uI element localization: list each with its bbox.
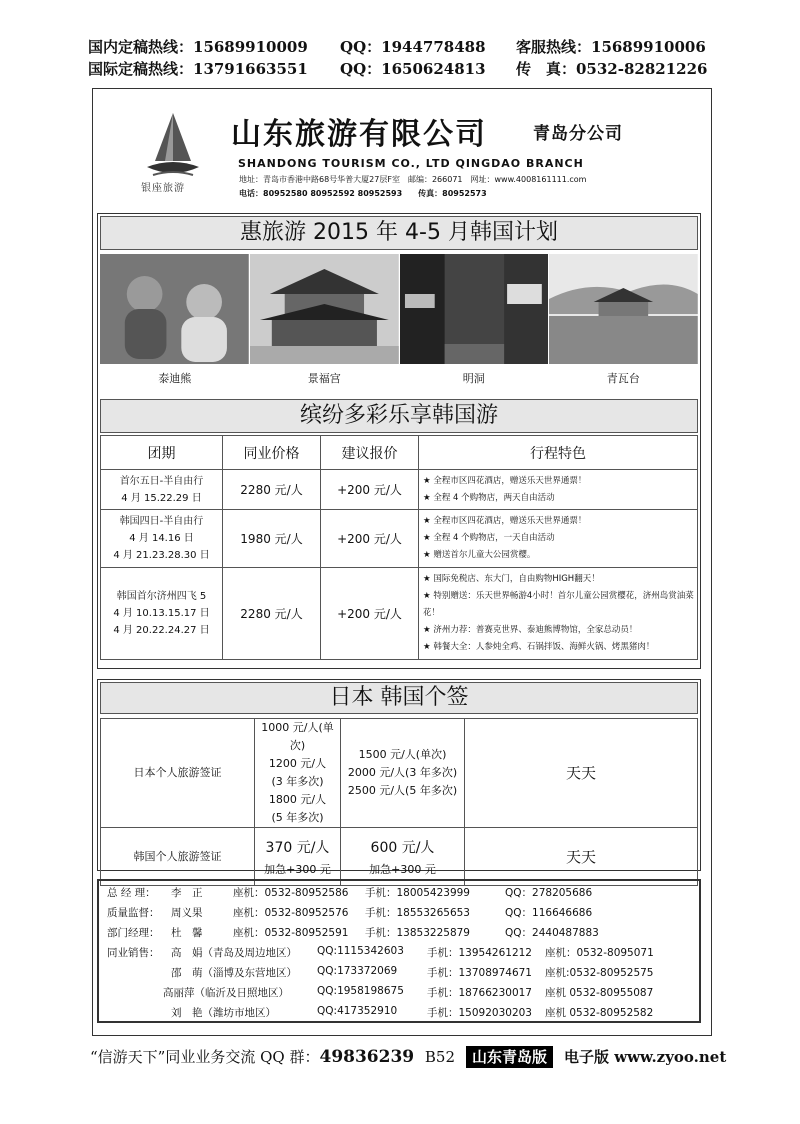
visa-price-line: 2500 元/人(5 年多次) [347, 784, 458, 797]
domestic-qq: QQ：1944778488 [340, 38, 486, 56]
contact-qq: QQ：2440487883 [505, 927, 599, 939]
contact-qq: QQ:173372069 [317, 965, 398, 977]
visa-schedule-cell: 天天 [465, 828, 698, 886]
fax-line: 传 真：0532-82821226 [516, 60, 708, 78]
features-cell [419, 568, 698, 660]
caption-myeongdong: 明洞 [462, 372, 485, 385]
tour-date-cell [101, 470, 223, 510]
contact-mobile: 手机：15092030203 [427, 1007, 532, 1019]
contact-name: 高丽萍（临沂及日照地区） [163, 987, 289, 999]
tour-dates: 4 月 20.22.24.27 日 [113, 625, 210, 636]
korea-plan-panel [97, 213, 701, 669]
visa-price-line: 1500 元/人(单次) [358, 748, 447, 761]
contact-role: 同业销售： [107, 947, 160, 959]
tour-date-cell [101, 510, 223, 568]
hotline-block [88, 36, 728, 80]
contact-qq: QQ:1115342603 [317, 945, 404, 957]
contact-mobile: 手机：18553265653 [365, 907, 470, 919]
suggested-price-cell: +200 元/人 [321, 568, 419, 660]
visa-price-line: 加急+300 元 [369, 862, 436, 876]
company-branch: 青岛分公司 [533, 124, 623, 144]
feature-item: ★ 济州力荐：普赛克世界、泰迪熊博物馆，全家总动员！ [423, 625, 638, 635]
contact-landline: 座机：0532-80952591 [233, 927, 349, 939]
feature-item: ★ 全程 4 个购物店，两天自由活动 [423, 492, 555, 503]
visa-schedule-cell: 天天 [465, 719, 698, 828]
feature-item: ★ 全程市区四花酒店，赠送乐天世界通票！ [423, 475, 587, 486]
visa-name-cell: 日本个人旅游签证 [101, 719, 255, 828]
photo-teddy-bear [100, 254, 250, 364]
domestic-hotline: 国内定稿热线：15689910009 [88, 38, 308, 56]
visa-price-line: (3 年多次) [271, 775, 324, 788]
logo-text: 银座旅游 [141, 183, 185, 194]
contact-mobile: 手机：18766230017 [427, 987, 532, 999]
tour-price-table [100, 435, 698, 660]
visa-title: 日本 韩国个签 [100, 682, 698, 714]
photo-captions [100, 370, 698, 386]
contact-qq: QQ：278205686 [505, 887, 593, 899]
table-header-row [101, 436, 698, 470]
plan-subtitle: 缤纷多彩乐享韩国游 [100, 399, 698, 433]
visa-price-line: 370 元/人 [265, 839, 330, 856]
feature-item: ★ 全程市区四花酒店，赠送乐天世界通票！ [423, 516, 587, 526]
suggested-price-cell: +200 元/人 [321, 470, 419, 510]
visa-price1-cell [255, 828, 341, 886]
tour-dates: 4 月 14.16 日 [129, 533, 194, 544]
footer-qq-group [90, 1046, 455, 1067]
feature-item: ★ 韩餐大全：人参炖全鸡、石锅拌饭、海鲜火锅、烤黑猪肉！ [423, 642, 655, 652]
feature-item: ★ 赠送首尔儿童大公园赏樱。 [423, 550, 536, 560]
tour-name: 韩国首尔济州四飞 5 [116, 591, 207, 602]
visa-price-line: (5 年多次) [271, 811, 324, 824]
contact-mobile: 手机：13708974671 [427, 967, 532, 979]
visa-price1-cell [255, 719, 341, 828]
company-name: 山东旅游有限公司 [231, 117, 487, 152]
contact-landline: 座机 0532-80955087 [545, 987, 654, 999]
page-number: B52 [424, 1048, 456, 1066]
header-tour-date: 团期 [101, 436, 223, 470]
contact-landline: 座机:0532-80952575 [545, 967, 654, 979]
feature-item: ★ 特别赠送：乐天世界畅游4小时！首尔儿童公园赏樱花，济州岛赏油菜花！ [423, 591, 694, 618]
contact-qq: QQ：116646686 [505, 907, 593, 919]
contact-mobile: 手机：13954261212 [427, 947, 532, 959]
visa-panel [97, 679, 701, 876]
tour-date-cell [101, 568, 223, 660]
visa-price-line: 1000 元/人(单次) [261, 721, 334, 752]
footer-qq-number: 49836239 [319, 1047, 415, 1067]
service-hotline: 客服热线：15689910006 [516, 38, 706, 56]
trade-price-cell: 2280 元/人 [223, 470, 321, 510]
international-qq: QQ：1650624813 [340, 60, 486, 78]
feature-item: ★ 全程 4 个购物店，一天自由活动 [423, 533, 555, 543]
contact-name: 周义果 [171, 907, 203, 919]
footer [90, 1046, 730, 1068]
caption-teddy-bear: 泰迪熊 [158, 372, 192, 385]
company-contact-info [239, 173, 586, 201]
header-suggested-price: 建议报价 [321, 436, 419, 470]
table-row [101, 470, 698, 510]
contact-name: 刘 艳（潍坊市地区） [171, 1007, 276, 1019]
edition-badge: 山东青岛版 [466, 1046, 553, 1068]
visa-price-line: 加急+300 元 [264, 862, 331, 876]
photo-blue-house [549, 254, 698, 364]
contact-qq: QQ:1958198675 [317, 985, 404, 997]
visa-table [100, 718, 698, 886]
plan-title: 惠旅游 2015 年 4-5 月韩国计划 [100, 216, 698, 250]
features-cell [419, 510, 698, 568]
suggested-price-cell: +200 元/人 [321, 510, 419, 568]
visa-price-line: 2000 元/人(3 年多次) [347, 766, 458, 779]
visa-price2-cell [341, 719, 465, 828]
contact-role: 总 经 理： [107, 887, 156, 899]
table-row [101, 568, 698, 660]
contact-name: 高 娟（青岛及周边地区） [171, 947, 297, 959]
contact-mobile: 手机：18005423999 [365, 887, 470, 899]
contacts-block [97, 879, 701, 1023]
visa-price-line: 1800 元/人 [268, 793, 327, 806]
photo-strip [100, 254, 698, 364]
tour-name: 首尔五日-半自由行 [119, 475, 204, 487]
visa-price-line: 1200 元/人 [268, 757, 327, 770]
company-phones: 电话：80952580 80952592 80952593 传真：80952573 [239, 189, 487, 198]
tour-dates: 4 月 21.23.28.30 日 [113, 550, 210, 561]
company-name-en: SHANDONG TOURISM CO., LTD QINGDAO BRANCH [238, 157, 584, 170]
sail-logo-icon [143, 109, 203, 189]
caption-gyeongbokgung: 景福宫 [307, 372, 341, 385]
contact-name: 李 正 [171, 887, 203, 899]
photo-gyeongbokgung [250, 254, 400, 364]
photo-myeongdong [400, 254, 550, 364]
contact-landline: 座机：0532-80952586 [233, 887, 349, 899]
table-row [101, 828, 698, 886]
trade-price-cell: 1980 元/人 [223, 510, 321, 568]
contact-qq: QQ:417352910 [317, 1005, 398, 1017]
tour-name: 韩国四日-半自由行 [119, 516, 204, 527]
table-row [101, 719, 698, 828]
trade-price-cell: 2280 元/人 [223, 568, 321, 660]
tour-dates: 4 月 15.22.29 日 [121, 492, 202, 504]
contact-landline: 座机 0532-80952582 [545, 1007, 654, 1019]
contact-role: 部门经理： [107, 927, 160, 939]
company-address: 地址：青岛市香港中路68号华普大厦27层F室 邮编：266071 网址：www.4008161111.com [239, 175, 587, 184]
caption-blue-house: 青瓦台 [606, 372, 640, 385]
hotline-row-international [88, 58, 728, 80]
contact-name: 杜 馨 [171, 927, 203, 939]
header-features: 行程特色 [419, 436, 698, 470]
visa-price2-cell [341, 828, 465, 886]
header-trade-price: 同业价格 [223, 436, 321, 470]
contact-role: 质量监督： [107, 907, 160, 919]
international-hotline: 国际定稿热线：13791663551 [88, 60, 308, 78]
contact-landline: 座机：0532-80952576 [233, 907, 349, 919]
hotline-row-domestic [88, 36, 728, 58]
features-cell [419, 470, 698, 510]
ad-frame [92, 88, 712, 1036]
feature-item: ★ 国际免税店、东大门，自由购物HIGH翻天！ [423, 574, 600, 584]
tour-dates: 4 月 10.13.15.17 日 [113, 608, 210, 619]
contact-name: 邵 萌（淄博及东营地区） [171, 967, 297, 979]
contact-mobile: 手机：13853225879 [365, 927, 470, 939]
edition-site: 电子版 www.zyoo.net [564, 1048, 727, 1066]
table-row [101, 510, 698, 568]
visa-price-line: 600 元/人 [370, 839, 435, 856]
footer-text: “信游天下”同业业务交流 QQ 群： [90, 1048, 320, 1066]
contact-landline: 座机：0532-8095071 [545, 947, 654, 959]
visa-name-cell: 韩国个人旅游签证 [101, 828, 255, 886]
